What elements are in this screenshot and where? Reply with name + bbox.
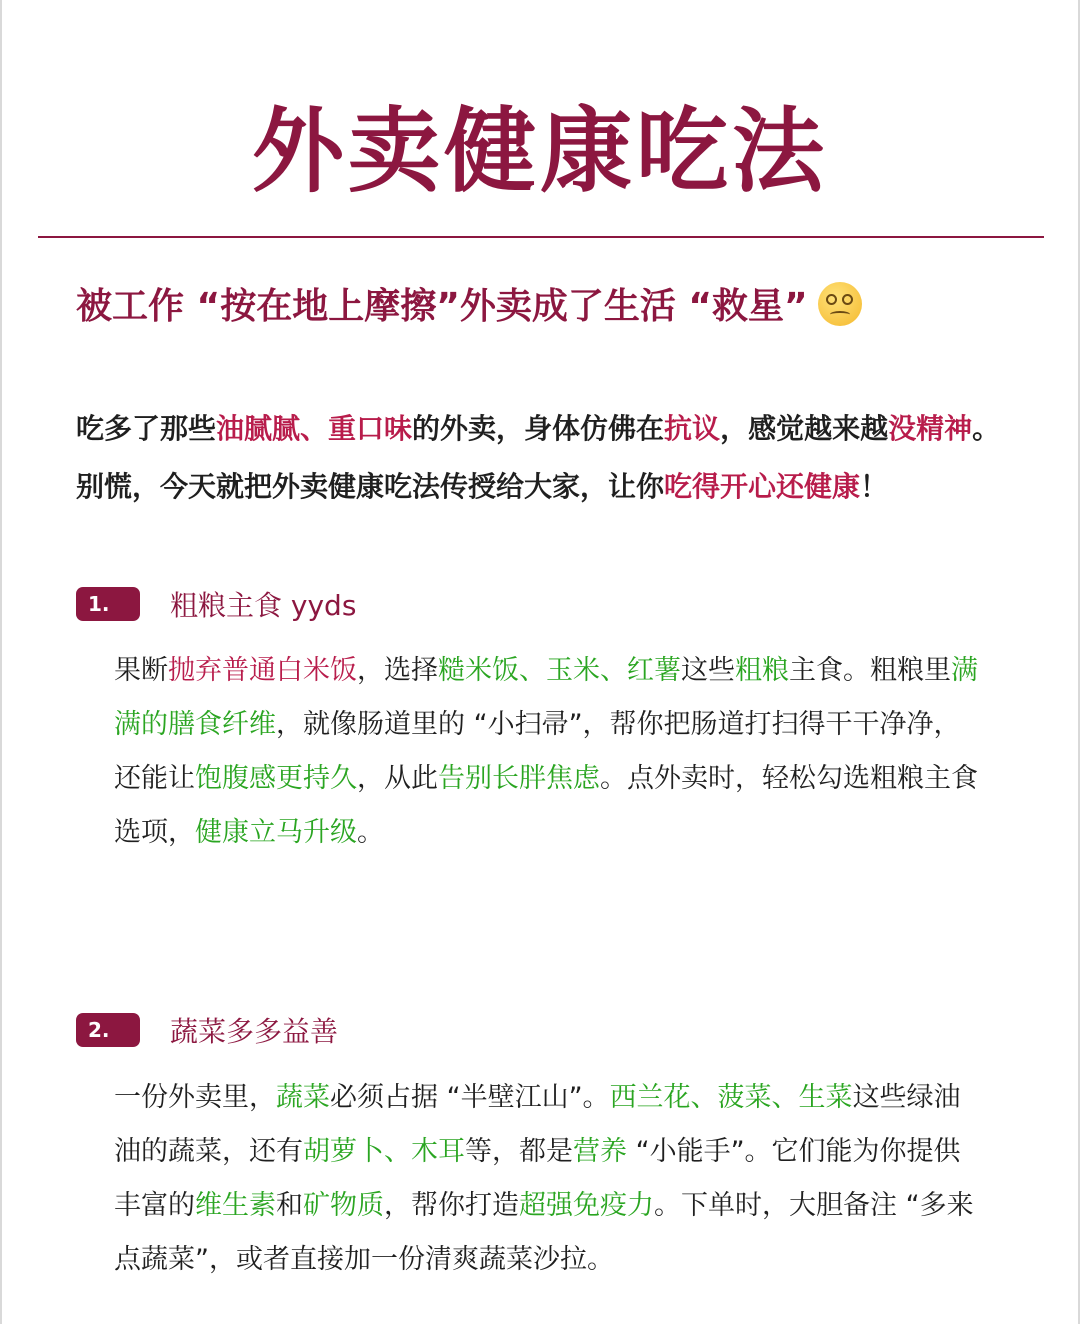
body-text: ，帮你打造 <box>384 1190 519 1221</box>
highlight-red-text: 没精神 <box>888 412 973 445</box>
section-header-2 <box>76 1010 338 1050</box>
highlight-green-text: 矿物质 <box>303 1190 384 1221</box>
body-text: 这些 <box>681 655 735 686</box>
highlight-green-text: 西兰花、菠菜、生菜 <box>609 1082 853 1113</box>
highlight-green-text: 满满的膳食纤维 <box>114 655 978 740</box>
intro-paragraph <box>76 400 1016 516</box>
subtitle-text: 被工作 “按在地上摩擦”外卖成了生活 “救星” <box>76 286 808 327</box>
body-text: 果断 <box>114 655 168 686</box>
title-divider <box>38 236 1044 238</box>
subtitle <box>76 282 1056 332</box>
dizzy-face-icon <box>818 282 862 326</box>
section-title: 粗粮主食 yyds <box>170 589 357 622</box>
highlight-green-text: 告别长胖焦虑 <box>438 763 600 794</box>
body-text: 和 <box>276 1190 303 1221</box>
highlight-green-text: 健康立马升级 <box>195 817 357 848</box>
body-text: ，选择 <box>357 655 438 686</box>
highlight-red-text: 吃得开心还健康 <box>664 470 861 503</box>
body-text: 等，都是 <box>465 1136 573 1167</box>
body-text: 吃多了那些 <box>76 412 217 445</box>
highlight-red-text: 抗议 <box>664 412 721 445</box>
body-text: 主食。粗粮里 <box>789 655 951 686</box>
body-text: 。 <box>357 817 384 848</box>
body-text: 必须占据 “半壁江山”。 <box>330 1082 610 1113</box>
body-text: 的外卖，身体仿佛在 <box>412 412 665 445</box>
body-text: 。下单时，大胆备注 “多来点蔬菜”，或者直接加一份清爽蔬菜沙拉。 <box>114 1190 974 1275</box>
section-number-badge: 2. <box>76 1013 140 1047</box>
section-body-1 <box>114 644 984 860</box>
body-text: 这些绿油油的蔬菜，还有 <box>114 1082 961 1167</box>
highlight-green-text: 蔬菜 <box>276 1082 330 1113</box>
highlight-green-text: 维生素 <box>195 1190 276 1221</box>
body-text: ！ <box>860 470 889 503</box>
section-title: 蔬菜多多益善 <box>170 1015 339 1048</box>
section-header-1 <box>76 584 356 624</box>
highlight-green-text: 饱腹感更持久 <box>195 763 357 794</box>
body-text: ，就像肠道里的 “小扫帚”，帮你把肠道打扫得干干净净，还能让 <box>114 709 961 794</box>
body-text: ，感觉越来越 <box>720 412 889 445</box>
body-text: ，从此 <box>357 763 438 794</box>
page-title: 外卖健康吃法 <box>251 98 828 205</box>
highlight-green-text: 超强免疫力 <box>519 1190 654 1221</box>
highlight-green-text: 糙米饭、玉米、红薯 <box>438 655 681 686</box>
highlight-red-text: 油腻腻、重口味 <box>216 412 413 445</box>
highlight-green-text: 粗粮 <box>735 655 789 686</box>
highlight-green-text: 营养 <box>573 1136 627 1167</box>
body-text: 。点外卖时，轻松勾选粗粮主食选项， <box>114 763 978 848</box>
body-text: 一份外卖里， <box>114 1082 276 1113</box>
section-body-2 <box>114 1071 984 1287</box>
highlight-green-text: 胡萝卜、木耳 <box>303 1136 465 1167</box>
highlight-red-text: 抛弃普通白米饭 <box>168 655 357 686</box>
body-text: 。别慌，今天就把外卖健康吃法传授给大家，让你 <box>76 412 1001 503</box>
section-number-badge: 1. <box>76 587 140 621</box>
body-text: “小能手”。它们能为你提供丰富的 <box>114 1136 961 1221</box>
